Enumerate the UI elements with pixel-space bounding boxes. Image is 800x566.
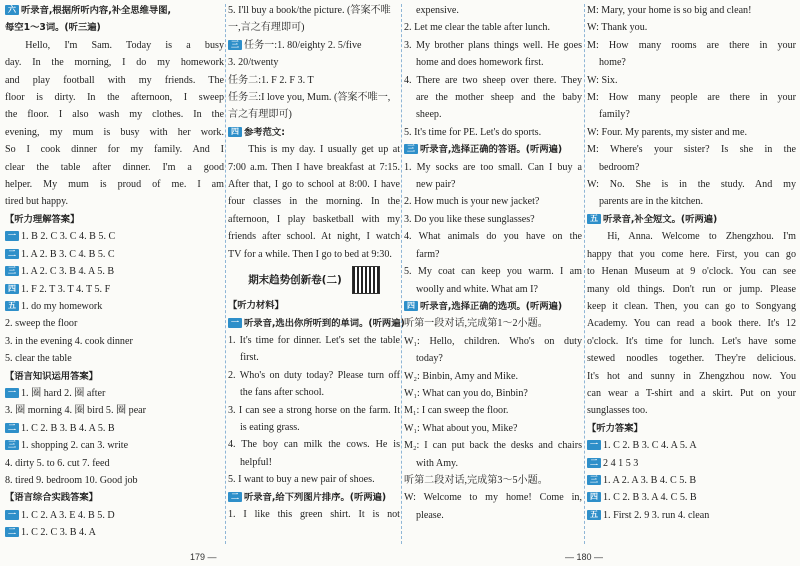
line-text: 听第一段对话,完成第1～2小题。 bbox=[404, 318, 548, 330]
text-line bbox=[5, 193, 224, 210]
line-text: W: Four. My parents, my sister and me. bbox=[587, 126, 747, 138]
line-text: farm? bbox=[416, 248, 440, 260]
line-text: 听录音,选择正确的选项。(听两遍) bbox=[420, 300, 563, 312]
line-text: tired but happy. bbox=[5, 196, 68, 208]
line-text: 【语言综合实践答案】 bbox=[5, 492, 98, 504]
text-line bbox=[587, 19, 796, 36]
question-number-badge: 三 bbox=[587, 475, 601, 485]
text-line bbox=[228, 54, 400, 71]
line-text: 3. Do you like these sunglasses? bbox=[404, 213, 535, 225]
line-text: 2 4 1 5 3 bbox=[603, 457, 639, 469]
line-text: 3. My brother plans things well. He goes bbox=[404, 39, 582, 51]
line-text: parents are in the kitchen. bbox=[599, 196, 703, 208]
section-heading bbox=[404, 141, 582, 158]
text-line bbox=[404, 472, 582, 489]
question-number-badge: 三 bbox=[404, 144, 418, 154]
text-line bbox=[404, 228, 582, 245]
line-text: friends after school. At night, I watch bbox=[228, 231, 400, 243]
text-line bbox=[404, 124, 582, 141]
text-line bbox=[404, 89, 582, 106]
text-line bbox=[404, 37, 582, 54]
line-text: helpful! bbox=[240, 456, 272, 468]
text-line bbox=[587, 124, 796, 141]
line-text: many old things. Don't run or jump. Please bbox=[587, 283, 796, 295]
text-line bbox=[5, 89, 224, 106]
question-number-badge: 二 bbox=[228, 492, 242, 502]
column-divider bbox=[401, 4, 402, 544]
line-text: M₁: I can sweep the floor. bbox=[404, 405, 509, 417]
text-line bbox=[5, 124, 224, 141]
line-text: 2. Let me clear the table after lunch. bbox=[404, 22, 551, 34]
line-text: W: No. She is in the study. And my bbox=[587, 179, 796, 191]
text-line bbox=[587, 176, 796, 193]
line-text: and play football with my friends. The bbox=[5, 74, 224, 86]
text-line bbox=[404, 489, 582, 506]
question-number-badge: 三 bbox=[5, 266, 19, 276]
text-line bbox=[228, 159, 400, 176]
text-line bbox=[5, 246, 224, 263]
line-text: today? bbox=[416, 353, 443, 365]
line-text: 听录音,选择正确的答语。(听两遍) bbox=[420, 144, 563, 156]
text-line bbox=[5, 455, 224, 472]
text-line bbox=[228, 367, 400, 384]
line-text: 1. C 2. A 3. E 4. B 5. D bbox=[21, 509, 115, 521]
text-line bbox=[5, 106, 224, 123]
line-text: So I cook dinner for my family. And I bbox=[5, 144, 224, 156]
line-text: 听录音,补全短文。(听两遍) bbox=[603, 213, 718, 225]
line-text: the fans after school. bbox=[240, 387, 325, 399]
line-text: 4. The boy can milk the cows. He is bbox=[228, 439, 400, 451]
text-line bbox=[587, 489, 796, 506]
line-text: floor is dirty. In the afternoon, I sweep bbox=[5, 92, 224, 104]
text-line bbox=[228, 228, 400, 245]
question-number-badge: 五 bbox=[587, 510, 601, 520]
line-text: 任务二:1. F 2. F 3. T bbox=[228, 74, 314, 86]
line-text: 【听力答案】 bbox=[587, 422, 643, 434]
column-1 bbox=[5, 2, 224, 542]
line-text: W: Six. bbox=[587, 74, 618, 86]
text-line bbox=[5, 472, 224, 489]
line-text: 参考范文: bbox=[244, 126, 285, 138]
line-text: W: Thank you. bbox=[587, 22, 648, 34]
text-line bbox=[587, 193, 796, 210]
text-line bbox=[5, 263, 224, 280]
line-text: 【听力材料】 bbox=[228, 300, 284, 312]
line-text: bedroom? bbox=[599, 161, 640, 173]
text-line bbox=[5, 350, 224, 367]
question-number-badge: 五 bbox=[5, 301, 19, 311]
section-title-text: 期末趋势创新卷(二) bbox=[248, 274, 342, 287]
text-line bbox=[587, 72, 796, 89]
text-line bbox=[587, 106, 796, 123]
text-line bbox=[587, 141, 796, 158]
line-text: W₂: Binbin, Amy and Mike. bbox=[404, 370, 518, 382]
line-text: 1. C 2. C 3. B 4. A bbox=[21, 527, 96, 539]
line-text: with Amy. bbox=[416, 457, 458, 469]
line-text: 2. sweep the floor bbox=[5, 318, 78, 330]
section-title bbox=[228, 263, 400, 297]
question-number-badge: 六 bbox=[5, 5, 19, 15]
text-line bbox=[404, 315, 582, 332]
line-text: 1. shopping 2. can 3. write bbox=[21, 440, 129, 452]
line-text: 1. I like this green shirt. It is not bbox=[228, 508, 400, 520]
line-text: It's hot and sunny in Zhengzhou now. You bbox=[587, 370, 796, 382]
text-line bbox=[228, 89, 400, 106]
text-line bbox=[587, 368, 796, 385]
question-number-badge: 四 bbox=[5, 284, 19, 294]
text-line bbox=[5, 159, 224, 176]
text-line bbox=[5, 420, 224, 437]
line-text: 1. B 2. C 3. C 4. B 5. C bbox=[21, 231, 116, 243]
question-number-badge: 四 bbox=[404, 301, 418, 311]
line-text: 3. 圈 morning 4. 圈 bird 5. 圈 pear bbox=[5, 405, 147, 417]
column-2 bbox=[228, 2, 405, 523]
line-text: 2. Who's on duty today? Please turn off bbox=[228, 369, 400, 381]
line-text: 听录音,选出你所听到的单词。(听两遍) bbox=[244, 317, 405, 329]
text-line bbox=[228, 72, 400, 89]
text-line bbox=[587, 402, 796, 419]
text-line bbox=[404, 106, 582, 123]
question-number-badge: 一 bbox=[5, 388, 19, 398]
line-text: 8. tired 9. bedroom 10. Good job bbox=[5, 474, 138, 486]
line-text: M: How many rooms are there in your bbox=[587, 39, 796, 51]
line-text: please. bbox=[416, 509, 444, 521]
line-text: 5. It's time for PE. Let's do sports. bbox=[404, 126, 542, 138]
text-line bbox=[5, 437, 224, 454]
text-line bbox=[5, 298, 224, 315]
line-text: stewed noodles together. They're delicious. bbox=[587, 353, 796, 365]
line-text: 1. A 2. C 3. B 4. A 5. B bbox=[21, 266, 115, 278]
question-number-badge: 五 bbox=[587, 214, 601, 224]
line-text: 2. How much is your new jacket? bbox=[404, 196, 540, 208]
section-heading bbox=[404, 298, 582, 315]
section-heading bbox=[5, 368, 224, 385]
line-text: After that, I go to school at 8:00. I have bbox=[228, 179, 400, 191]
text-line bbox=[404, 437, 582, 454]
text-line bbox=[404, 385, 582, 402]
line-text: M: How many people are there in your bbox=[587, 92, 796, 104]
text-line bbox=[404, 420, 582, 437]
page-number-right: — 180 — bbox=[565, 552, 604, 562]
text-line bbox=[587, 159, 796, 176]
question-number-badge: 三 bbox=[5, 440, 19, 450]
text-line bbox=[404, 455, 582, 472]
line-text: is eating grass. bbox=[240, 421, 300, 433]
line-text: Hello, I'm Sam. Today is a busy bbox=[25, 39, 224, 51]
text-line bbox=[404, 19, 582, 36]
section-heading bbox=[5, 211, 224, 228]
line-text: W: Welcome to my home! Come in, bbox=[404, 492, 582, 504]
text-line bbox=[5, 228, 224, 245]
text-line bbox=[228, 246, 400, 263]
line-text: new pair? bbox=[416, 179, 456, 191]
line-text: 任务一:1. 80/eighty 2. 5/five bbox=[244, 39, 362, 51]
text-line bbox=[5, 141, 224, 158]
question-number-badge: 二 bbox=[5, 249, 19, 259]
line-text: 4. What animals do you have on the bbox=[404, 231, 582, 243]
line-text: 【听力理解答案】 bbox=[5, 213, 80, 225]
line-text: 1. A 2. B 3. C 4. B 5. C bbox=[21, 248, 115, 260]
question-number-badge: 一 bbox=[5, 510, 19, 520]
line-text: Academy. You can read a book there. It's 12 bbox=[587, 318, 796, 330]
section-heading bbox=[228, 489, 400, 506]
line-text: home? bbox=[599, 57, 626, 69]
text-line bbox=[5, 281, 224, 298]
text-line bbox=[587, 298, 796, 315]
text-line bbox=[404, 368, 582, 385]
line-text: This is my day. I usually get up at bbox=[248, 144, 400, 156]
line-text: evening, my mum is busy with her work. bbox=[5, 126, 224, 138]
line-text: 1. do my homework bbox=[21, 300, 103, 312]
line-text: first. bbox=[240, 352, 259, 364]
text-line bbox=[5, 333, 224, 350]
paragraph-start bbox=[5, 37, 224, 54]
text-line bbox=[404, 281, 582, 298]
line-text: 每空1～3词。(听三遍) bbox=[5, 22, 101, 34]
question-number-badge: 四 bbox=[228, 127, 242, 137]
text-line bbox=[5, 54, 224, 71]
line-text: 5. I want to buy a new pair of shoes. bbox=[228, 474, 375, 486]
line-text: M₂: I can put back the desks and chairs bbox=[404, 440, 582, 452]
line-text: afternoon, I play basketball with my bbox=[228, 213, 400, 225]
text-line bbox=[404, 193, 582, 210]
question-number-badge: 四 bbox=[587, 492, 601, 502]
line-text: sunglasses too. bbox=[587, 405, 648, 417]
text-line bbox=[228, 471, 400, 488]
line-text: 3. 20/twenty bbox=[228, 57, 279, 69]
line-text: 1. F 2. T 3. T 4. T 5. F bbox=[21, 283, 111, 295]
section-heading bbox=[5, 2, 224, 19]
line-text: W₁: What about you, Mike? bbox=[404, 422, 518, 434]
text-line bbox=[228, 436, 400, 453]
line-text: home and does homework first. bbox=[416, 57, 544, 69]
text-line bbox=[587, 333, 796, 350]
line-text: sheep. bbox=[416, 109, 442, 121]
paragraph-start bbox=[587, 228, 796, 245]
paragraph-start bbox=[228, 141, 400, 158]
section-heading bbox=[228, 297, 400, 314]
line-text: 5. My coat can keep you warm. I am bbox=[404, 266, 582, 278]
line-text: 3. I can see a strong horse on the farm. It bbox=[228, 404, 400, 416]
question-number-badge: 二 bbox=[5, 527, 19, 537]
text-line bbox=[587, 54, 796, 71]
text-line bbox=[228, 506, 400, 523]
line-text: 4. dirty 5. to 6. cut 7. feed bbox=[5, 457, 110, 469]
text-line bbox=[228, 193, 400, 210]
text-line bbox=[5, 72, 224, 89]
line-text: 1. C 2. B 3. B 4. A 5. B bbox=[21, 422, 115, 434]
text-line bbox=[404, 263, 582, 280]
line-text: W₁: Hello, children. Who's on duty bbox=[404, 335, 582, 347]
line-text: keep it clean. Then, you can go to Songyang bbox=[587, 300, 796, 312]
section-heading bbox=[228, 315, 405, 332]
line-text: 1. It's time for dinner. Let's set the table bbox=[228, 334, 400, 346]
section-heading bbox=[5, 489, 224, 506]
text-line bbox=[228, 37, 400, 54]
text-line bbox=[5, 385, 224, 402]
line-text: 1. A 2. A 3. B 4. C 5. B bbox=[603, 474, 697, 486]
text-line bbox=[228, 332, 400, 349]
question-number-badge: 三 bbox=[228, 40, 242, 50]
text-line bbox=[587, 507, 796, 524]
text-line bbox=[587, 455, 796, 472]
section-heading bbox=[587, 211, 796, 228]
line-text: expensive. bbox=[416, 5, 459, 16]
line-text: day. In the morning, I do my homework bbox=[5, 57, 224, 69]
line-text: 【语言知识运用答案】 bbox=[5, 370, 98, 382]
text-line bbox=[404, 507, 582, 524]
question-number-badge: 二 bbox=[5, 423, 19, 433]
text-line bbox=[228, 384, 400, 401]
line-text: 一,言之有理即可) bbox=[228, 22, 305, 34]
text-line bbox=[228, 176, 400, 193]
line-text: 1. 圈 hard 2. 圈 after bbox=[21, 387, 106, 399]
section-heading bbox=[587, 420, 796, 437]
page-number-left: 179 — bbox=[190, 552, 217, 562]
text-line bbox=[587, 350, 796, 367]
text-line bbox=[228, 402, 400, 419]
text-line bbox=[587, 246, 796, 263]
text-line bbox=[5, 315, 224, 332]
text-line bbox=[587, 315, 796, 332]
text-line bbox=[587, 89, 796, 106]
section-heading bbox=[5, 19, 224, 36]
text-line bbox=[404, 176, 582, 193]
text-line bbox=[404, 402, 582, 419]
text-line bbox=[228, 2, 400, 19]
line-text: woolly and white. What am I? bbox=[416, 283, 539, 295]
line-text: can wear a T-shirt and a skirt. Put on your bbox=[587, 387, 796, 399]
line-text: o'clock. It's time for lunch. Let's have some bbox=[587, 335, 796, 347]
qr-code-icon bbox=[352, 266, 380, 294]
question-number-badge: 一 bbox=[5, 231, 19, 241]
text-line bbox=[228, 419, 400, 436]
text-line bbox=[587, 2, 796, 19]
line-text: 7:00 a.m. Then I have breakfast at 7:15. bbox=[228, 161, 400, 173]
text-line bbox=[404, 211, 582, 228]
line-text: to Henan Museum at 9 o'clock. You can see bbox=[587, 266, 796, 278]
text-line bbox=[5, 402, 224, 419]
column-divider bbox=[584, 4, 585, 544]
text-line bbox=[587, 385, 796, 402]
line-text: clear the table after dinner. I'm a good bbox=[5, 161, 224, 173]
column-divider bbox=[225, 4, 226, 544]
question-number-badge: 一 bbox=[228, 318, 242, 328]
column-4 bbox=[587, 2, 796, 524]
text-line bbox=[228, 349, 400, 366]
text-line bbox=[5, 507, 224, 524]
text-line bbox=[228, 454, 400, 471]
text-line bbox=[228, 19, 400, 36]
line-text: 1. My socks are too small. Can I buy a bbox=[404, 161, 582, 173]
text-line bbox=[404, 350, 582, 367]
text-line bbox=[404, 159, 582, 176]
line-text: 言之有理即可) bbox=[228, 109, 292, 121]
text-line bbox=[587, 281, 796, 298]
question-number-badge: 一 bbox=[587, 440, 601, 450]
line-text: are the mother sheep and the baby bbox=[416, 92, 582, 104]
line-text: 4. There are two sheep over there. They bbox=[404, 74, 582, 86]
text-line bbox=[587, 472, 796, 489]
line-text: 听录音,给下列图片排序。(听两遍) bbox=[244, 491, 387, 503]
line-text: the floor. I also wash my clothes. In the bbox=[5, 109, 224, 121]
line-text: 5. clear the table bbox=[5, 353, 72, 365]
text-line bbox=[5, 524, 224, 541]
text-line bbox=[404, 246, 582, 263]
line-text: 听录音,根据所听内容,补全思维导图, bbox=[21, 5, 172, 16]
line-text: Hi, Anna. Welcome to Zhengzhou. I'm bbox=[607, 231, 796, 243]
line-text: W₁: What can you do, Binbin? bbox=[404, 387, 528, 399]
section-heading bbox=[228, 124, 400, 141]
line-text: helper. My mum is proud of me. I am bbox=[5, 179, 224, 191]
line-text: 任务三:I love you, Mum. (答案不唯一, bbox=[228, 92, 391, 104]
text-line bbox=[5, 176, 224, 193]
line-text: four classes in the morning. In the bbox=[228, 196, 400, 208]
text-line bbox=[587, 37, 796, 54]
text-line bbox=[587, 263, 796, 280]
line-text: M: Where's your sister? Is she in the bbox=[587, 144, 796, 156]
text-line bbox=[587, 437, 796, 454]
line-text: 3. in the evening 4. cook dinner bbox=[5, 335, 133, 347]
line-text: TV for a while. Then I go to bed at 9:30. bbox=[228, 248, 392, 260]
line-text: happy that you come here. First, you can go bbox=[587, 248, 796, 260]
text-line bbox=[404, 2, 582, 19]
line-text: M: Mary, your home is so big and clean! bbox=[587, 5, 752, 16]
text-line bbox=[404, 333, 582, 350]
line-text: 听第二段对话,完成第3～5小题。 bbox=[404, 474, 548, 486]
line-text: 1. C 2. B 3. A 4. C 5. B bbox=[603, 492, 697, 504]
question-number-badge: 二 bbox=[587, 458, 601, 468]
text-line bbox=[228, 211, 400, 228]
text-line bbox=[404, 72, 582, 89]
text-line bbox=[404, 54, 582, 71]
line-text: 5. I'll buy a book/the picture. (答案不唯 bbox=[228, 5, 391, 16]
text-line bbox=[228, 106, 400, 123]
line-text: family? bbox=[599, 109, 630, 121]
line-text: 1. C 2. B 3. C 4. A 5. A bbox=[603, 440, 697, 452]
column-3 bbox=[404, 2, 582, 524]
line-text: 1. First 2. 9 3. run 4. clean bbox=[603, 509, 710, 521]
